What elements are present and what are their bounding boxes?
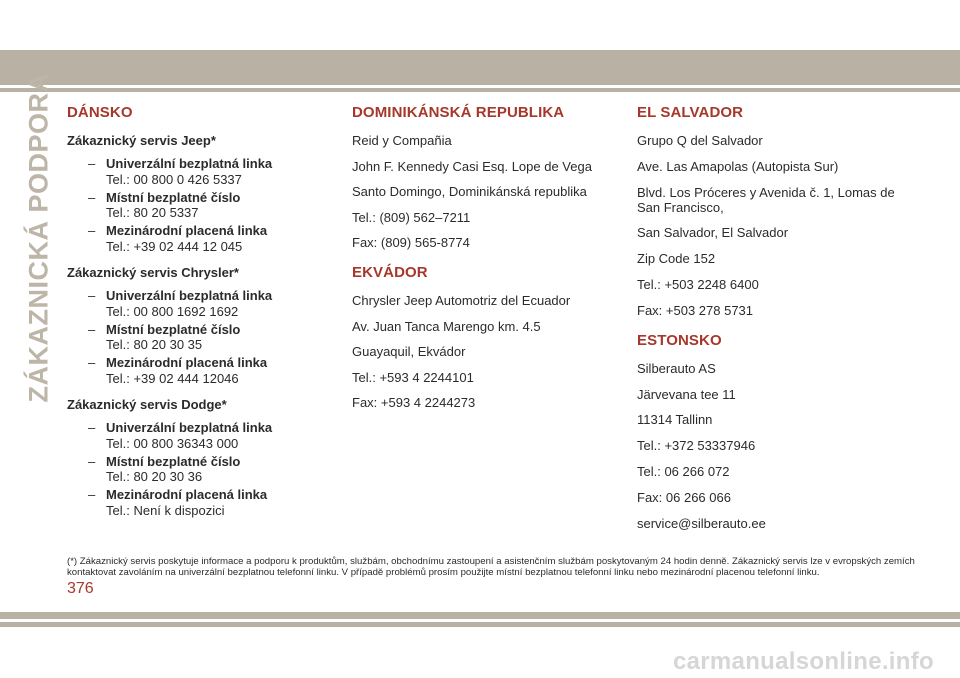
service-item-tel: Tel.: 00 800 1692 1692 <box>106 303 239 319</box>
service-item-label: Univerzální bezplatná linka <box>106 288 273 303</box>
service-item-label: Místní bezplatné číslo <box>106 453 241 469</box>
service-item-label: Mezinárodní placená linka <box>106 487 268 502</box>
dash: – <box>88 487 96 502</box>
service-item-tel: Tel.: Není k dispozici <box>106 502 225 518</box>
address-line: John F. Kennedy Casi Esq. Lope de Vega <box>352 158 592 174</box>
service-block-dodge <box>67 397 332 518</box>
heading-ecuador: EKVÁDOR <box>352 264 428 281</box>
service-item <box>88 487 332 503</box>
phone-line: Tel.: 06 266 072 <box>637 463 730 479</box>
address-line: Av. Juan Tanca Marengo km. 4.5 <box>352 318 541 334</box>
service-item-tel: Tel.: +39 02 444 12046 <box>106 370 239 386</box>
address-line: Chrysler Jeep Automotriz del Ecuador <box>352 293 571 308</box>
address-line: San Salvador, El Salvador <box>637 225 789 241</box>
header-bar <box>0 50 960 85</box>
dash: – <box>88 223 96 238</box>
service-item-label: Univerzální bezplatná linka <box>106 156 273 171</box>
zip-line: Zip Code 152 <box>637 251 716 267</box>
dash: – <box>88 189 96 205</box>
service-item-label: Univerzální bezplatná linka <box>106 420 273 435</box>
column-elsalvador-estonia <box>637 104 917 541</box>
service-item-label: Mezinárodní placená linka <box>106 355 268 370</box>
side-section-label <box>22 72 56 402</box>
service-item <box>88 322 332 338</box>
address-line: Reid y Compañia <box>352 133 452 148</box>
email-line[interactable]: service@silberauto.ee <box>637 515 766 531</box>
dash: – <box>88 156 96 171</box>
phone-line: Tel.: +593 4 2244101 <box>352 369 474 385</box>
heading-estonia: ESTONSKO <box>637 331 722 349</box>
dash: – <box>88 288 96 303</box>
column-dominican-ecuador <box>352 104 617 421</box>
service-title: Zákaznický servis Dodge* <box>67 397 227 412</box>
service-item-tel: Tel.: +39 02 444 12 045 <box>106 238 243 254</box>
service-item-tel: Tel.: 80 20 5337 <box>106 205 199 220</box>
service-item <box>88 420 332 436</box>
address-line: Ave. Las Amapolas (Autopista Sur) <box>637 158 839 174</box>
service-item-tel: Tel.: 80 20 30 36 <box>106 469 203 484</box>
heading-el-salvador: EL SALVADOR <box>637 104 744 121</box>
service-item <box>88 288 332 304</box>
service-item <box>88 190 332 206</box>
footnote: (*) Zákaznický servis poskytuje informace a podporu k produktům, službám, obchodnímu zastoupení a asistenčním službám poskytovaným 24 hodin denně. Zákaznický servis lze v evropských zemích kontaktovat zavoláním na univerzální bezplatnou telefonní linku. V případě problémů prosím použijte místní bezplatnou telefonní linku nebo mezinárodní placenou telefonní linku. <box>67 556 915 578</box>
side-label-text: ZÁKAZNICKÁ PODPORA <box>23 72 54 402</box>
top-margin <box>0 0 960 48</box>
service-title: Zákaznický servis Jeep* <box>67 133 216 148</box>
heading-dominican-republic: DOMINIKÁNSKÁ REPUBLIKA <box>352 104 565 121</box>
dash: – <box>88 420 96 435</box>
footer-bar <box>0 612 960 619</box>
service-item-tel: Tel.: 00 800 36343 000 <box>106 435 239 451</box>
dash: – <box>88 321 96 337</box>
address-line: Järvevana tee 11 <box>637 386 736 402</box>
header-rule <box>0 88 960 92</box>
service-item <box>88 223 332 239</box>
service-item-label: Mezinárodní placená linka <box>106 223 268 238</box>
footer-rule <box>0 622 960 627</box>
address-line: Silberauto AS <box>637 360 716 376</box>
service-title: Zákaznický servis Chrysler* <box>67 265 239 280</box>
fax-line: Fax: +593 4 2244273 <box>352 395 476 410</box>
service-block-chrysler <box>67 265 332 386</box>
address-line: Blvd. Los Próceres y Avenida č. 1, Lomas de San Francisco, <box>637 184 895 215</box>
service-item-label: Místní bezplatné číslo <box>106 321 241 337</box>
service-item <box>88 454 332 470</box>
address-line: Guayaquil, Ekvádor <box>352 344 466 359</box>
service-block-jeep <box>67 133 332 254</box>
phone-line: Tel.: +503 2248 6400 <box>637 276 759 292</box>
service-item-tel: Tel.: 00 800 0 426 5337 <box>106 171 242 187</box>
service-item-tel: Tel.: 80 20 30 35 <box>106 337 203 352</box>
service-item-label: Místní bezplatné číslo <box>106 189 241 205</box>
address-line: Santo Domingo, Dominikánská republika <box>352 184 587 199</box>
address-line: Grupo Q del Salvador <box>637 133 763 148</box>
fax-line: Fax: 06 266 066 <box>637 489 731 505</box>
page-number: 376 <box>67 580 94 597</box>
fax-line: Fax: (809) 565-8774 <box>352 235 470 250</box>
phone-line: Tel.: +372 53337946 <box>637 438 756 454</box>
heading-denmark: DÁNSKO <box>67 104 133 121</box>
dash: – <box>88 355 96 370</box>
column-denmark <box>67 104 332 529</box>
service-item <box>88 355 332 371</box>
dash: – <box>88 453 96 469</box>
service-item <box>88 156 332 172</box>
watermark: carmanualsonline.info <box>672 648 934 675</box>
phone-line: Tel.: (809) 562–7211 <box>352 209 471 225</box>
fax-line: Fax: +503 278 5731 <box>637 302 754 318</box>
address-line: 11314 Tallinn <box>637 412 713 428</box>
